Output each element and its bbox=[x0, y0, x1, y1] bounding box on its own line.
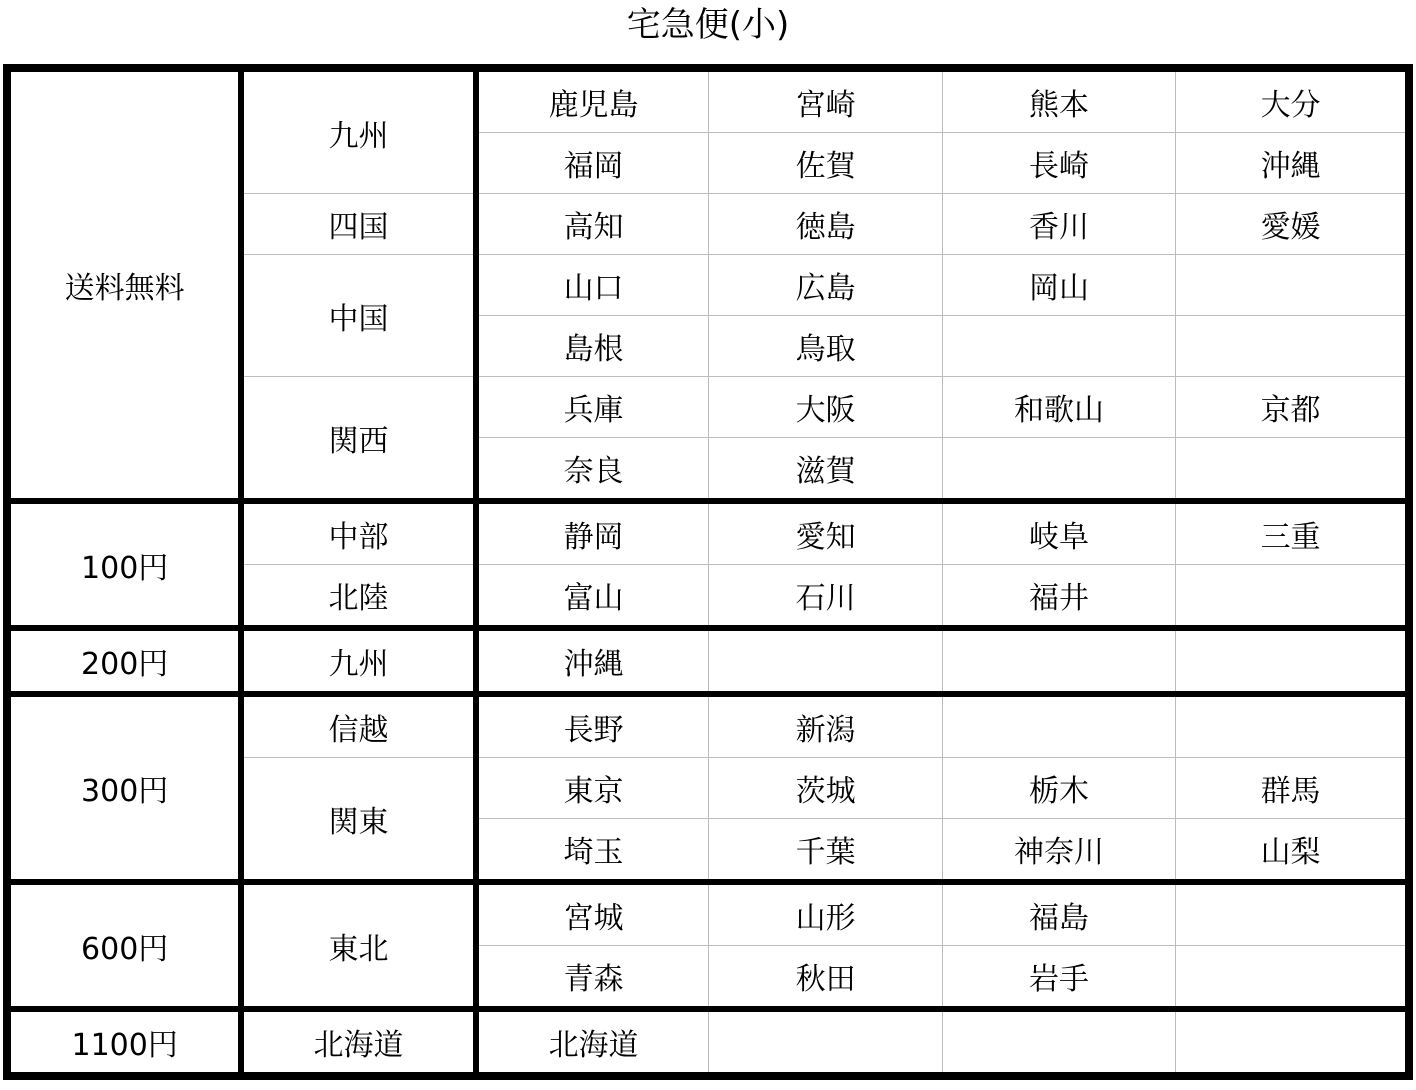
prefecture-cell bbox=[1176, 565, 1409, 629]
region-cell: 九州 bbox=[241, 68, 475, 194]
prefecture-cell: 沖縄 bbox=[1176, 133, 1409, 194]
prefecture-cell: 千葉 bbox=[709, 819, 942, 883]
prefecture-cell: 山梨 bbox=[1176, 819, 1409, 883]
region-cell: 中部 bbox=[241, 501, 475, 565]
prefecture-cell: 愛知 bbox=[709, 501, 942, 565]
table-row bbox=[7, 1009, 1409, 1076]
prefecture-cell: 島根 bbox=[476, 316, 709, 377]
table-row bbox=[7, 68, 1409, 133]
prefecture-cell: 山口 bbox=[476, 255, 709, 316]
prefecture-cell: 鳥取 bbox=[709, 316, 942, 377]
prefecture-cell: 富山 bbox=[476, 565, 709, 629]
prefecture-cell: 石川 bbox=[709, 565, 942, 629]
prefecture-cell bbox=[942, 438, 1175, 502]
prefecture-cell: 宮崎 bbox=[709, 68, 942, 133]
prefecture-cell: 広島 bbox=[709, 255, 942, 316]
prefecture-cell: 福井 bbox=[942, 565, 1175, 629]
prefecture-cell: 長崎 bbox=[942, 133, 1175, 194]
prefecture-cell: 群馬 bbox=[1176, 758, 1409, 819]
prefecture-cell: 香川 bbox=[942, 194, 1175, 255]
prefecture-cell: 長野 bbox=[476, 694, 709, 758]
prefecture-cell: 滋賀 bbox=[709, 438, 942, 502]
table-row bbox=[7, 882, 1409, 946]
prefecture-cell: 茨城 bbox=[709, 758, 942, 819]
region-cell: 九州 bbox=[241, 628, 475, 694]
prefecture-cell: 神奈川 bbox=[942, 819, 1175, 883]
fee-cell: 100円 bbox=[7, 501, 241, 628]
table-row bbox=[7, 501, 1409, 565]
prefecture-cell bbox=[942, 628, 1175, 694]
prefecture-cell bbox=[709, 1009, 942, 1076]
prefecture-cell: 大阪 bbox=[709, 377, 942, 438]
prefecture-cell: 山形 bbox=[709, 882, 942, 946]
fee-cell: 送料無料 bbox=[7, 68, 241, 501]
prefecture-cell: 秋田 bbox=[709, 946, 942, 1010]
prefecture-cell bbox=[1176, 316, 1409, 377]
fee-cell: 300円 bbox=[7, 694, 241, 882]
prefecture-cell bbox=[1176, 628, 1409, 694]
region-cell: 関西 bbox=[241, 377, 475, 502]
prefecture-cell: 北海道 bbox=[476, 1009, 709, 1076]
prefecture-cell: 埼玉 bbox=[476, 819, 709, 883]
shipping-rate-table bbox=[3, 64, 1413, 1080]
prefecture-cell: 奈良 bbox=[476, 438, 709, 502]
prefecture-cell: 兵庫 bbox=[476, 377, 709, 438]
prefecture-cell bbox=[709, 628, 942, 694]
fee-cell: 600円 bbox=[7, 882, 241, 1009]
table-title: 宅急便(小) bbox=[626, 5, 790, 45]
prefecture-cell: 徳島 bbox=[709, 194, 942, 255]
prefecture-cell: 静岡 bbox=[476, 501, 709, 565]
region-cell: 東北 bbox=[241, 882, 475, 1009]
prefecture-cell: 岡山 bbox=[942, 255, 1175, 316]
prefecture-cell: 岩手 bbox=[942, 946, 1175, 1010]
fee-cell: 1100円 bbox=[7, 1009, 241, 1076]
prefecture-cell: 佐賀 bbox=[709, 133, 942, 194]
prefecture-cell: 福島 bbox=[942, 882, 1175, 946]
prefecture-cell: 鹿児島 bbox=[476, 68, 709, 133]
region-cell: 中国 bbox=[241, 255, 475, 377]
table-row bbox=[7, 694, 1409, 758]
prefecture-cell bbox=[1176, 255, 1409, 316]
rate-table-body bbox=[7, 68, 1409, 1076]
prefecture-cell bbox=[1176, 438, 1409, 502]
prefecture-cell: 京都 bbox=[1176, 377, 1409, 438]
prefecture-cell bbox=[1176, 946, 1409, 1010]
prefecture-cell: 青森 bbox=[476, 946, 709, 1010]
prefecture-cell: 和歌山 bbox=[942, 377, 1175, 438]
table-row bbox=[7, 628, 1409, 694]
prefecture-cell: 大分 bbox=[1176, 68, 1409, 133]
region-cell: 関東 bbox=[241, 758, 475, 883]
prefecture-cell: 栃木 bbox=[942, 758, 1175, 819]
prefecture-cell bbox=[1176, 882, 1409, 946]
prefecture-cell bbox=[942, 1009, 1175, 1076]
region-cell: 四国 bbox=[241, 194, 475, 255]
region-cell: 信越 bbox=[241, 694, 475, 758]
fee-cell: 200円 bbox=[7, 628, 241, 694]
prefecture-cell bbox=[1176, 1009, 1409, 1076]
prefecture-cell: 宮城 bbox=[476, 882, 709, 946]
prefecture-cell: 愛媛 bbox=[1176, 194, 1409, 255]
prefecture-cell: 岐阜 bbox=[942, 501, 1175, 565]
prefecture-cell: 東京 bbox=[476, 758, 709, 819]
prefecture-cell: 三重 bbox=[1176, 501, 1409, 565]
prefecture-cell: 福岡 bbox=[476, 133, 709, 194]
prefecture-cell: 新潟 bbox=[709, 694, 942, 758]
region-cell: 北海道 bbox=[241, 1009, 475, 1076]
prefecture-cell bbox=[1176, 694, 1409, 758]
prefecture-cell bbox=[942, 694, 1175, 758]
prefecture-cell: 熊本 bbox=[942, 68, 1175, 133]
prefecture-cell: 沖縄 bbox=[476, 628, 709, 694]
prefecture-cell: 高知 bbox=[476, 194, 709, 255]
prefecture-cell bbox=[942, 316, 1175, 377]
region-cell: 北陸 bbox=[241, 565, 475, 629]
